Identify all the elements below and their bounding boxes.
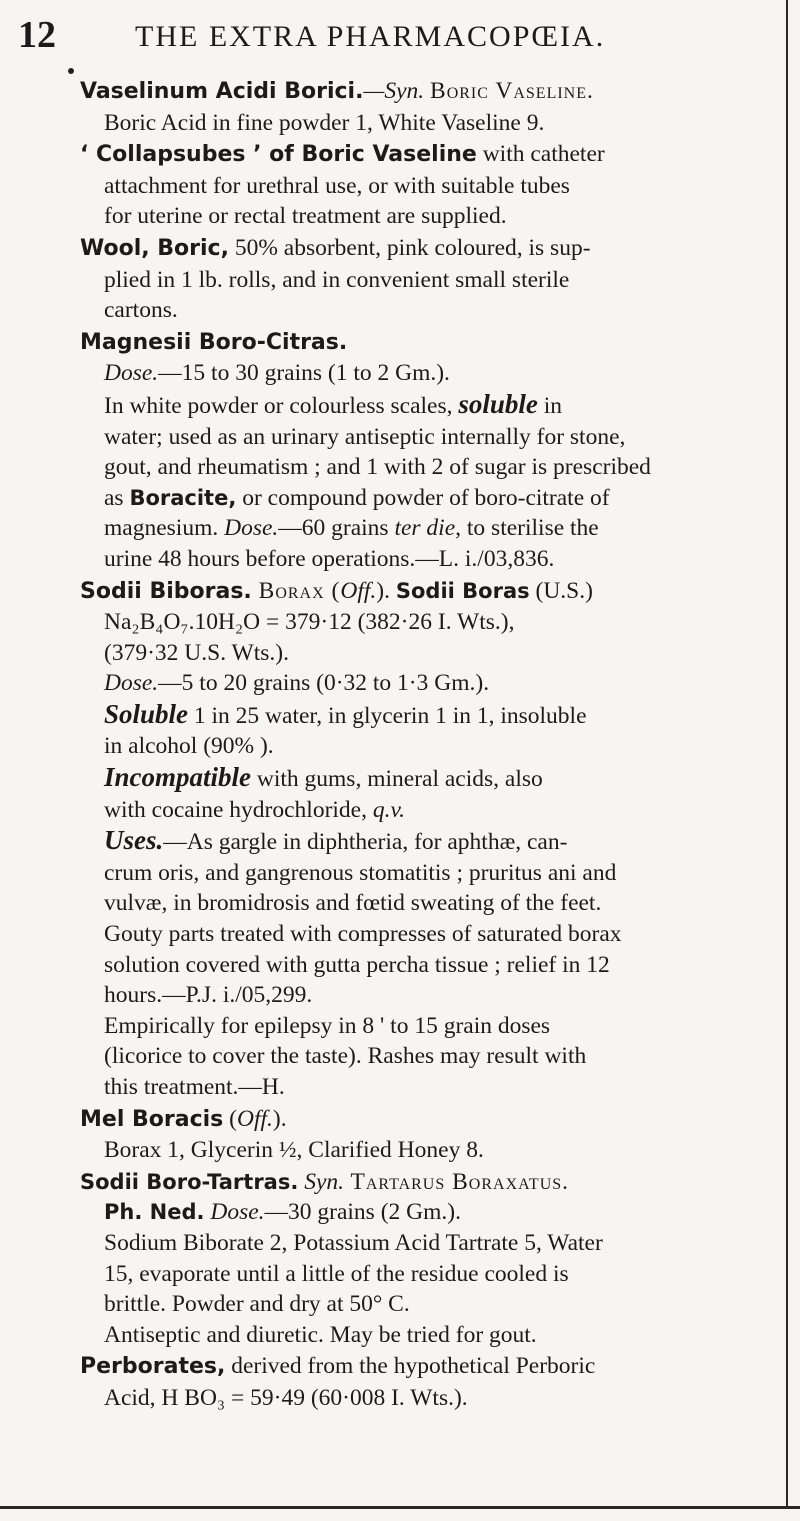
entry-heading: ‘ Collapsubes ’ of Boric Vaseline bbox=[80, 142, 477, 168]
entry-heading: Sodii Biboras. bbox=[80, 578, 252, 604]
page-number: 12 bbox=[18, 14, 56, 56]
entry-magnesii-boro-citras: Magnesii Boro-Citras. Dose.—15 to 30 grains (1 to 2 Gm.). In white powder or colourless scales, soluble in water; used as an urinary antiseptic internally for stone, gout, and rheumatism ; and 1 with 2 of sugar is prescribed as Boracite, or compound powder of boro-citrate of magnesium. Dose.—60 grains ter die, to sterilise the urine 48 hours before operations.—L. i./03,836. bbox=[80, 329, 651, 572]
entry-heading: Vaselinum Acidi Borici. bbox=[80, 79, 364, 104]
entry-heading: Perborates, bbox=[80, 1354, 226, 1380]
page-header bbox=[0, 12, 760, 62]
chemical-formula: Na₂B₄O₇.10H₂O = 379·12 (382·26 I. Wts.), bbox=[104, 609, 515, 636]
entry-vaselinum: Vaselinum Acidi Borici.—Syn. Boric Vaseline. Boric Acid in fine powder 1, White Vaseline 9. bbox=[80, 78, 594, 136]
right-border-rule bbox=[786, 0, 788, 1508]
entry-collapsubes: ‘ Collapsubes ’ of Boric Vaseline with catheter attachment for urethral use, or with suitable tubes for uterine or rectal treatment are supplied. bbox=[80, 141, 605, 230]
entry-heading: Magnesii Boro-Citras. bbox=[80, 329, 348, 355]
entry-sodii-boro-tartras: Sodii Boro-Tartras. Syn. Tartarus Boraxatus. Ph. Ned. Dose.—30 grains (2 Gm.). Sodium Biborate 2, Potassium Acid Tartrate 5, Water 15, evaporate until a little of the residue cooled is brittle. Powder and dry at 50° C. Antiseptic and diuretic. May be tried for gout. bbox=[80, 1168, 603, 1348]
running-title: THE EXTRA PHARMACOPŒIA. bbox=[135, 20, 606, 53]
entry-heading: Mel Boracis bbox=[80, 1106, 224, 1132]
page-body bbox=[80, 76, 770, 1415]
entry-heading: Wool, Boric, bbox=[80, 235, 229, 261]
entry-wool-boric: Wool, Boric, 50% absorbent, pink coloured, is sup- plied in 1 lb. rolls, and in convenient small sterile cartons. bbox=[80, 234, 591, 324]
entry-heading: Sodii Boro-Tartras. bbox=[80, 1169, 299, 1194]
bottom-border-rule bbox=[0, 1506, 800, 1509]
bullet-mark bbox=[68, 68, 74, 74]
entry-mel-boracis: Mel Boracis (Off.). Borax 1, Glycerin ½, Clarified Honey 8. bbox=[80, 1105, 484, 1164]
entry-sodii-biboras: Sodii Biboras. Borax (Off.). Sodii Boras (U.S.) Na₂B₄O₇.10H₂O = 379·12 (382·26 I. Wts.), (379·32 U.S. Wts.). Dose.—5 to 20 grains (0·32 to 1·3 Gm.). Soluble 1 in 25 water, in glycerin 1 in 1, insoluble in alcohol (90% ). Incompatible with gums, mineral acids, also with cocaine hydrochloride, q.v. Uses.—As gargle in diphtheria, for aphthæ, can- crum oris, and gangrenous stomatitis ; pruritus ani and vulvæ, in bromidrosis and fœtid sweating of the feet. Gouty parts treated with compresses of saturated borax solution covered with gutta percha tissue ; relief in 12 hours.—P.J. i./05,299. Empirically for epilepsy in 8 ' to 15 grain doses (licorice to cover the taste). Rashes may result with this treatment.—H. bbox=[80, 576, 770, 1103]
entry-perborates: Perborates, derived from the hypothetical Perboric Acid, H BO₃ = 59·49 (60·008 I. Wts.). bbox=[80, 1353, 596, 1411]
